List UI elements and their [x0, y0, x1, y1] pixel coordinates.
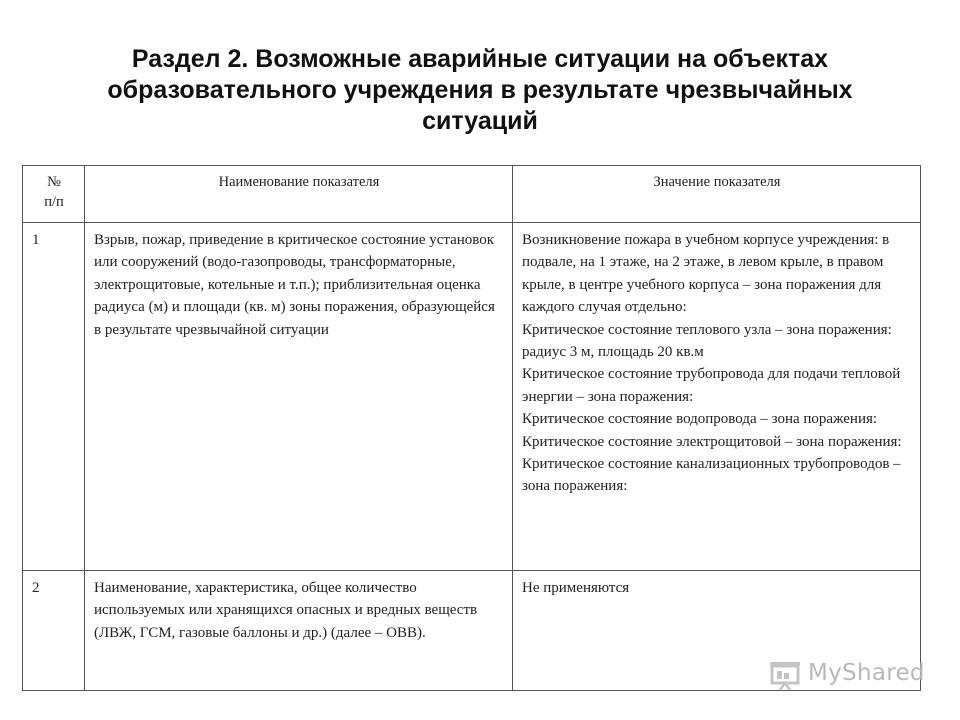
row-indicator-name: Взрыв, пожар, приведение в критическое состояние установок или сооружений (водо-газопроводы, трансформаторные, электрощитовые, котельные и т.п.); приблизительная оценка радиуса (м) и площади (кв. м) зоны поражения, образующейся в результате чрезвычайной ситуации [85, 223, 513, 571]
value-line: Критическое состояние электрощитовой – зона поражения: [522, 433, 902, 450]
row-number: 1 [23, 223, 85, 571]
watermark [768, 657, 928, 693]
header-indicator-value: Значение показателя [513, 166, 921, 223]
page-title [60, 44, 900, 137]
value-line: Критическое состояние водопровода – зона поражения: [522, 411, 878, 428]
value-line: Критическое состояние канализационных трубопроводов – зона поражения: [522, 456, 901, 495]
header-number-abbr: п/п [44, 194, 64, 210]
title-line-2: образовательного учреждения в результате чрезвычайных [107, 76, 853, 104]
indicators-table [22, 165, 921, 691]
value-line: Не применяются [522, 580, 630, 596]
header-number [23, 166, 85, 223]
row-indicator-value [513, 223, 921, 571]
row-number: 2 [23, 571, 85, 691]
header-number-symbol: № [47, 174, 61, 190]
title-line-1: Раздел 2. Возможные аварийные ситуации на объектах [131, 45, 829, 73]
value-line: Критическое состояние теплового узла – зона поражения: радиус 3 м, площадь 20 кв.м [522, 321, 892, 361]
row-indicator-name: Наименование, характеристика, общее количество используемых или хранящихся опасных и вредных веществ (ЛВЖ, ГСМ, газовые баллоны и др.) (далее – ОВВ). [85, 571, 513, 691]
value-line: Критическое состояние трубопровода для подачи тепловой энергии – зона поражения: [522, 366, 901, 405]
watermark-text: MyShared [808, 660, 925, 686]
table-header-row [23, 166, 921, 223]
projector-screen-icon [768, 659, 802, 691]
title-line-3: ситуаций [422, 107, 538, 135]
table-row [23, 223, 921, 571]
value-line: Возникновение пожара в учебном корпусе учреждения: в подвале, на 1 этаже, на 2 этаже, в левом крыле, в правом крыле, в центре учебного корпуса – зона поражения для каждого случая отдельно: [522, 232, 890, 316]
header-indicator-name: Наименование показателя [85, 166, 513, 223]
